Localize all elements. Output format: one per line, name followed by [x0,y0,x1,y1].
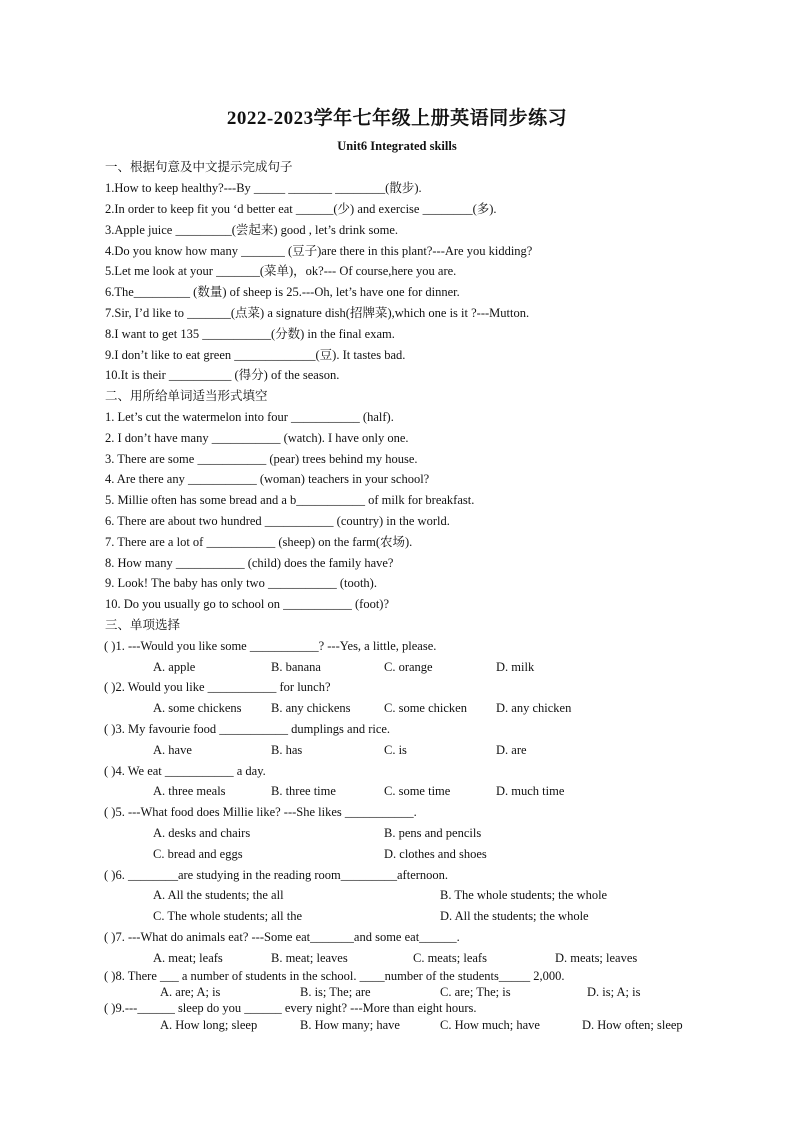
mcq-stem: ( )6. ________are studying in the reading room_________afternoon. [104,868,449,882]
mcq-option: B. is; The; are [300,985,371,999]
section2-item: 2. I don’t have many ___________ (watch). I have only one. [105,431,409,445]
section2-item: 9. Look! The baby has only two ___________ (tooth). [105,576,377,590]
mcq-option: B. banana [271,660,321,674]
section2-item: 6. There are about two hundred ___________ (country) in the world. [105,514,450,528]
mcq-option: B. The whole students; the whole [440,888,608,902]
section3-heading: 三、单项选择 [105,618,181,632]
mcq-option: A. three meals [153,784,226,798]
section2-item: 3. There are some ___________ (pear) trees behind my house. [105,452,418,466]
section1-item: 3.Apple juice _________(尝起来) good , let’s drink some. [105,223,399,237]
mcq-option: C. orange [384,660,433,674]
section1-item: 10.It is their __________ (得分) of the season. [105,368,340,382]
mcq-option: D. is; A; is [587,985,641,999]
section1-item: 1.How to keep healthy?---By _____ _______ ________(散步). [105,181,422,195]
section1-item: 4.Do you know how many _______ (豆子)are there in this plant?---Are you kidding? [105,244,533,258]
section2-item: 8. How many ___________ (child) does the family have? [105,556,394,570]
mcq-stem: ( )2. Would you like ___________ for lunch? [104,680,331,694]
mcq-option: A. desks and chairs [153,826,251,840]
mcq-option: A. How long; sleep [160,1018,258,1032]
section2-item: 1. Let’s cut the watermelon into four ___________ (half). [105,410,394,424]
mcq-option: D. clothes and shoes [384,847,487,861]
mcq-option: B. pens and pencils [384,826,482,840]
section1-item: 6.The_________ (数量) of sheep is 25.---Oh, let’s have one for dinner. [105,285,460,299]
mcq-option: B. three time [271,784,336,798]
mcq-option: A. are; A; is [160,985,221,999]
mcq-option: C. How much; have [440,1018,540,1032]
page-subtitle: Unit6 Integrated skills [337,139,457,153]
mcq-option: B. any chickens [271,701,351,715]
mcq-option: A. All the students; the all [153,888,284,902]
mcq-option: B. How many; have [300,1018,400,1032]
mcq-option: C. meats; leafs [413,951,487,965]
mcq-stem: ( )4. We eat ___________ a day. [104,764,266,778]
mcq-option: A. have [153,743,192,757]
section1-heading: 一、根据句意及中文提示完成句子 [105,160,293,174]
section1-item: 7.Sir, I’d like to _______(点菜) a signature dish(招牌菜),which one is it ?---Mutton. [105,306,530,320]
mcq-stem: ( )3. My favourie food ___________ dumplings and rice. [104,722,391,736]
section1-item: 8.I want to get 135 ___________(分数) in the final exam. [105,327,395,341]
mcq-stem: ( )7. ---What do animals eat? ---Some eat_______and some eat______. [104,930,460,944]
mcq-option: D. milk [496,660,535,674]
mcq-option: A. some chickens [153,701,242,715]
mcq-option: D. How often; sleep [582,1018,683,1032]
mcq-option: C. some time [384,784,451,798]
section1-item: 5.Let me look at your _______(菜单)，ok?--- Of course,here you are. [105,264,457,278]
mcq-option: C. are; The; is [440,985,511,999]
mcq-option: C. bread and eggs [153,847,243,861]
section1-item: 9.I don’t like to eat green _____________(豆). It tastes bad. [105,348,406,362]
mcq-option: D. meats; leaves [555,951,638,965]
mcq-stem: ( )8. There ___ a number of students in the school. ____number of the students_____ 2,000. [104,969,565,983]
section2-item: 5. Millie often has some bread and a b___________ of milk for breakfast. [105,493,475,507]
section2-item: 7. There are a lot of ___________ (sheep) on the farm(农场). [105,535,413,549]
mcq-option: D. are [496,743,527,757]
section2-item: 4. Are there any ___________ (woman) teachers in your school? [105,472,430,486]
mcq-option: D. All the students; the whole [440,909,589,923]
mcq-stem: ( )5. ---What food does Millie like? ---She likes ___________. [104,805,417,819]
section2-heading: 二、用所给单词适当形式填空 [105,389,268,403]
mcq-option: B. has [271,743,303,757]
mcq-option: D. much time [496,784,565,798]
mcq-option: A. apple [153,660,196,674]
mcq-option: C. is [384,743,407,757]
section1-item: 2.In order to keep fit you ‘d better eat ______(少) and exercise ________(多). [105,202,497,216]
section2-item: 10. Do you usually go to school on ___________ (foot)? [105,597,390,611]
page-title: 2022-2023学年七年级上册英语同步练习 [226,108,568,129]
mcq-option: C. some chicken [384,701,467,715]
mcq-option: B. meat; leaves [271,951,348,965]
mcq-option: C. The whole students; all the [153,909,303,923]
mcq-option: D. any chicken [496,701,572,715]
mcq-option: A. meat; leafs [153,951,223,965]
mcq-stem: ( )9.---______ sleep do you ______ every night? ---More than eight hours. [104,1001,477,1015]
mcq-stem: ( )1. ---Would you like some ___________? ---Yes, a little, please. [104,639,437,653]
